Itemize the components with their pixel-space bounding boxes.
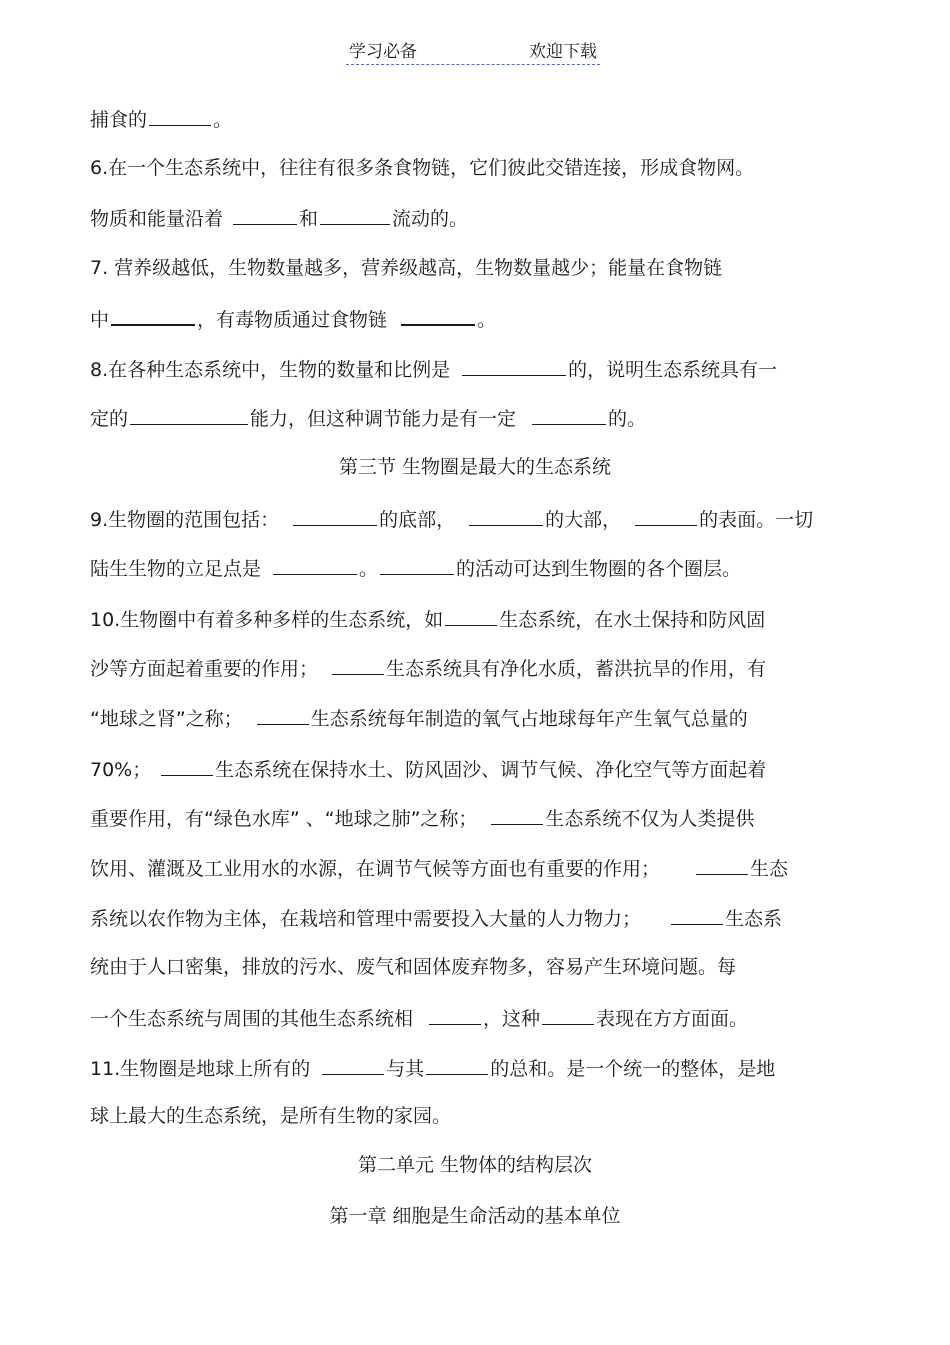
- answer-blank: [149, 106, 211, 126]
- answer-blank: [233, 205, 297, 225]
- text-line: 统由于人口密集，排放的污水、废气和固体废弃物多，容易产生环境问题。每: [90, 956, 737, 978]
- text-line: 系统以农作物为主体，在栽培和管理中需要投入大量的人力物力； 生态系: [90, 905, 782, 931]
- text-line: 6.在一个生态系统中，往往有很多条食物链，它们彼此交错连接，形成食物网。: [90, 157, 755, 179]
- answer-blank: [445, 606, 497, 626]
- text-line: 一个生态系统与周围的其他生态系统相 ，这种 表现在方方面面。: [90, 1005, 748, 1031]
- answer-blank: [322, 1055, 384, 1075]
- header-right: 欢迎下载: [529, 42, 597, 62]
- header-left: 学习必备: [349, 42, 417, 62]
- answer-blank: [462, 356, 566, 376]
- page-header: [346, 40, 600, 65]
- chapter-heading: 第一章 细胞是生命活动的基本单位: [329, 1205, 621, 1227]
- answer-blank: [273, 555, 357, 575]
- answer-blank: [332, 655, 384, 675]
- text-line: 7. 营养级越低，生物数量越多，营养级越高，生物数量越少；能量在食物链: [90, 257, 723, 279]
- text-line: 球上最大的生态系统，是所有生物的家园。: [90, 1105, 452, 1127]
- text-line: 饮用、灌溉及工业用水的水源，在调节气候等方面也有重要的作用； 生态: [90, 855, 788, 881]
- text-line: 中 ，有毒物质通过食物链 。: [90, 305, 496, 332]
- answer-blank: [671, 905, 723, 925]
- answer-blank: [401, 305, 475, 326]
- answer-blank: [111, 305, 195, 326]
- unit-heading: 第二单元 生物体的结构层次: [357, 1154, 593, 1176]
- answer-blank: [293, 506, 377, 526]
- text-line: 捕食的 。: [90, 106, 232, 132]
- text-line: 重要作用，有“绿色水库” 、“地球之肺”之称； 生态系统不仅为人类提供: [90, 805, 754, 831]
- answer-blank: [130, 405, 248, 425]
- text-line: 物质和能量沿着 和 流动的。: [90, 205, 468, 231]
- text-line: “地球之肾”之称； 生态系统每年制造的氧气占地球每年产生氧气总量的: [90, 705, 748, 731]
- text-line: 9.生物圈的范围包括： 的底部， 的大部， 的表面。一切: [90, 506, 813, 532]
- answer-blank: [380, 555, 454, 575]
- answer-blank: [696, 855, 748, 875]
- text-line: 8.在各种生态系统中，生物的数量和比例是 的，说明生态系统具有一: [90, 356, 777, 382]
- answer-blank: [426, 1055, 488, 1075]
- answer-blank: [635, 506, 697, 526]
- text-line: 11.生物圈是地球上所有的 与其 的总和。是一个统一的整体，是地: [90, 1055, 775, 1081]
- answer-blank: [532, 405, 606, 425]
- answer-blank: [320, 205, 390, 225]
- text-line: 陆生生物的立足点是 。 的活动可达到生物圈的各个圈层。: [90, 555, 741, 581]
- answer-blank: [542, 1005, 594, 1025]
- text-line: 沙等方面起着重要的作用； 生态系统具有净化水质，蓄洪抗旱的作用，有: [90, 655, 766, 681]
- answer-blank: [491, 805, 543, 825]
- answer-blank: [469, 506, 543, 526]
- section-heading: 第三节 生物圈是最大的生态系统: [338, 456, 612, 478]
- answer-blank: [161, 756, 213, 776]
- text-line: 70%； 生态系统在保持水土、防风固沙、调节气候、净化空气等方面起着: [90, 756, 766, 782]
- answer-blank: [429, 1005, 481, 1025]
- answer-blank: [257, 705, 309, 725]
- text-line: 10.生物圈中有着多种多样的生态系统，如 生态系统，在水土保持和防风固: [90, 606, 765, 632]
- text-line: 定的 能力，但这种调节能力是有一定 的。: [90, 405, 646, 431]
